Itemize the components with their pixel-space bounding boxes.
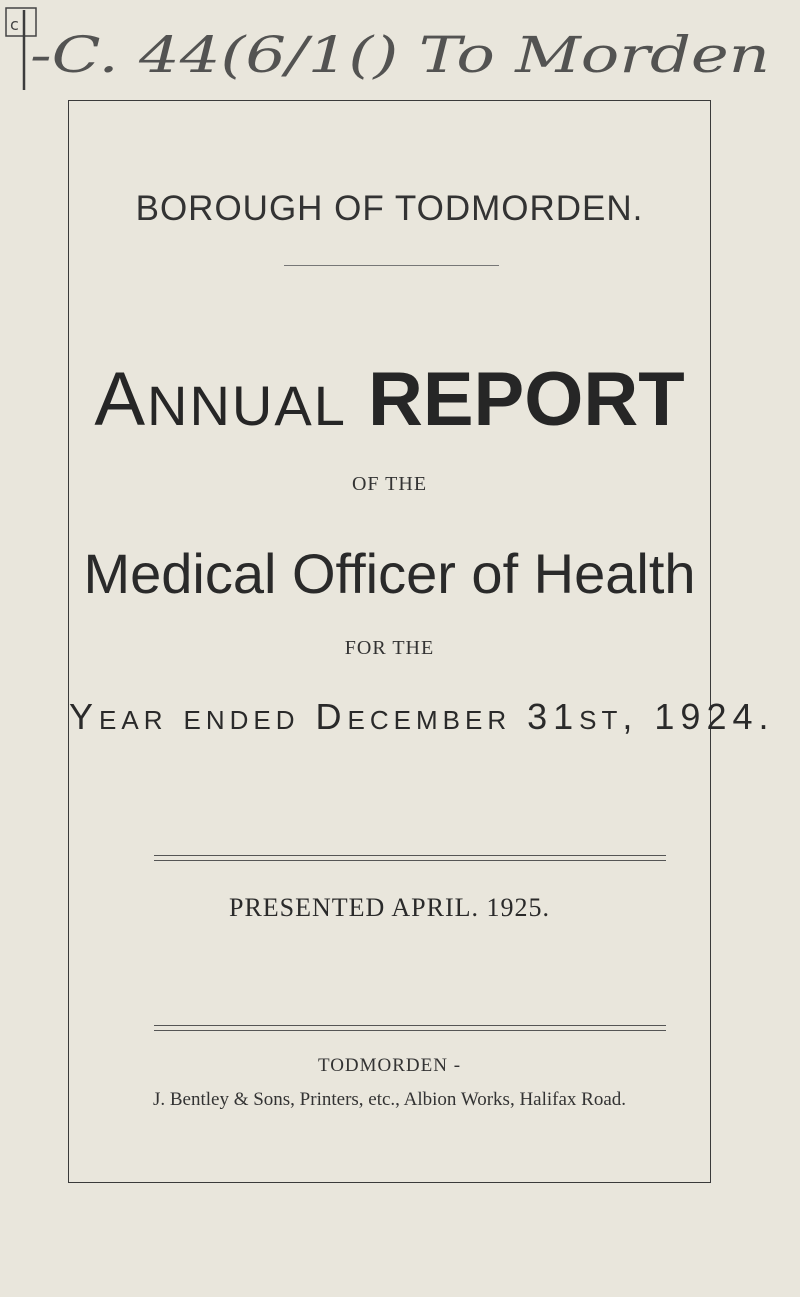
double-rule-bottom: [154, 1025, 666, 1031]
title-annual-initial: A: [94, 357, 148, 442]
of-the-text: OF THE: [351, 473, 428, 495]
report-title: [69, 356, 710, 443]
title-annual-rest: NNUAL: [147, 374, 347, 437]
presented-date: PRESENTED APRIL. 1925.: [228, 893, 551, 922]
year-ended-line: YEAR ENDED DECEMBER 31ST, 1924.: [69, 696, 775, 737]
svg-text:-C. 44(6/1() To Morden: -C. 44(6/1() To Morden: [30, 26, 770, 84]
subject-title: Medical Officer of Health: [83, 542, 696, 605]
double-rule-top: [154, 855, 666, 861]
imprint-printer: J. Bentley & Sons, Printers, etc., Albion Works, Halifax Road.: [152, 1089, 627, 1110]
borough-heading: BOROUGH OF TODMORDEN.: [135, 189, 644, 228]
title-report: REPORT: [367, 357, 685, 442]
short-rule: [284, 265, 499, 266]
imprint-place: TODMORDEN -: [317, 1055, 462, 1076]
handwritten-catalog-note: [0, 0, 800, 95]
svg-text:c: c: [10, 15, 19, 34]
for-the-text: FOR THE: [344, 637, 435, 659]
title-page-frame: [68, 100, 775, 1183]
